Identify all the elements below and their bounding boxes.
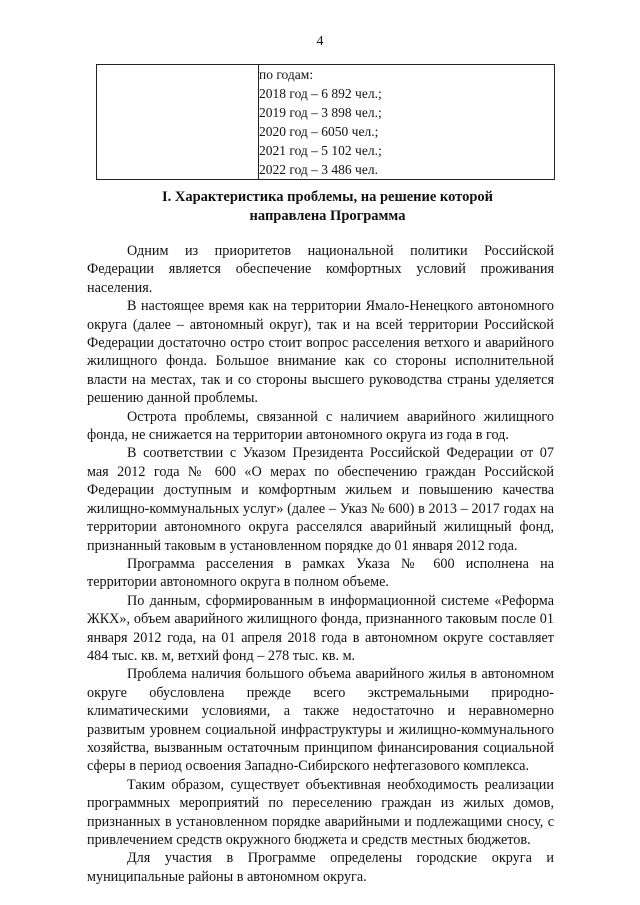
paragraph: Таким образом, существует объективная необходимость реализации программных мероприятий по переселению граждан из жилых домов, признанных в установленном порядке аварийными и подлежащими сносу, с привлечением средств окружного бюджета и средств местных бюджетов. xyxy=(87,776,554,848)
table-line: 2019 год – 3 898 чел.; xyxy=(259,105,382,120)
table-values-cell xyxy=(259,65,555,180)
section-heading-line: I. Характеристика проблемы, на решение которой xyxy=(161,189,493,205)
table-row xyxy=(97,65,555,180)
section-heading xyxy=(120,188,535,226)
body-text xyxy=(87,242,554,886)
table-line: 2018 год – 6 892 чел.; xyxy=(259,86,382,101)
table-empty-cell xyxy=(97,65,259,180)
paragraph: Программа расселения в рамках Указа № 600 исполнена на территории автономного округа в полном объеме. xyxy=(87,555,554,591)
table-line: 2022 год – 3 486 чел. xyxy=(259,162,378,177)
yearly-numbers-table xyxy=(96,64,555,180)
paragraph: Одним из приоритетов национальной политики Российской Федерации является обеспечение комфортных условий проживания населения. xyxy=(87,243,554,296)
page-number: 4 xyxy=(316,34,324,49)
paragraph: Острота проблемы, связанной с наличием аварийного жилищного фонда, не снижается на территории автономного округа из года в год. xyxy=(87,408,554,444)
section-heading-line: направлена Программа xyxy=(249,208,406,224)
paragraph: В настоящее время как на территории Ямало-Ненецкого автономного округа (далее – автономный округ), так и на всей территории Российской Федерации достаточно остро стоит вопрос расселения ветхого и аварийного жилищного фонда. Большое внимание как со стороны исполнительной власти на местах, так и со стороны высшего руководства страны уделяется решению данной проблемы. xyxy=(87,298,554,407)
paragraph: По данным, сформированным в информационной системе «Реформа ЖКХ», объем аварийного жилищного фонда, признанного таковым после 01 января 2012 года, на 01 апреля 2018 года в автономном округе составляет 484 тыс. кв. м, ветхий фонд – 278 тыс. кв. м. xyxy=(87,592,554,664)
table-intro: по годам: xyxy=(259,67,314,82)
paragraph: Для участия в Программе определены городские округа и муниципальные районы в автономном округа. xyxy=(87,850,554,885)
paragraph: В соответствии с Указом Президента Российской Федерации от 07 мая 2012 года № 600 «О мерах по обеспечению граждан Российской Федерации доступным и комфортным жильем и повышению качества жилищно-коммунальных услуг» (далее – Указ № 600) в 2013 – 2017 годах на территории автономного округа расселялся аварийный жилищный фонд, признанный таковым в установленном порядке до 01 января 2012 года. xyxy=(87,445,554,554)
table-line: 2020 год – 6050 чел.; xyxy=(259,124,379,139)
table-line: 2021 год – 5 102 чел.; xyxy=(259,143,382,158)
paragraph: Проблема наличия большого объема аварийного жилья в автономном округе обусловлена прежде всего экстремальными природно-климатическими условиями, а также недостаточно и неравномерно развитым уровнем социальной инфраструктуры и жилищно-коммунального хозяйства, вызванным остаточным принципом финансирования социальной сферы в период освоения Западно-Сибирского нефтегазового комплекса. xyxy=(87,666,554,775)
